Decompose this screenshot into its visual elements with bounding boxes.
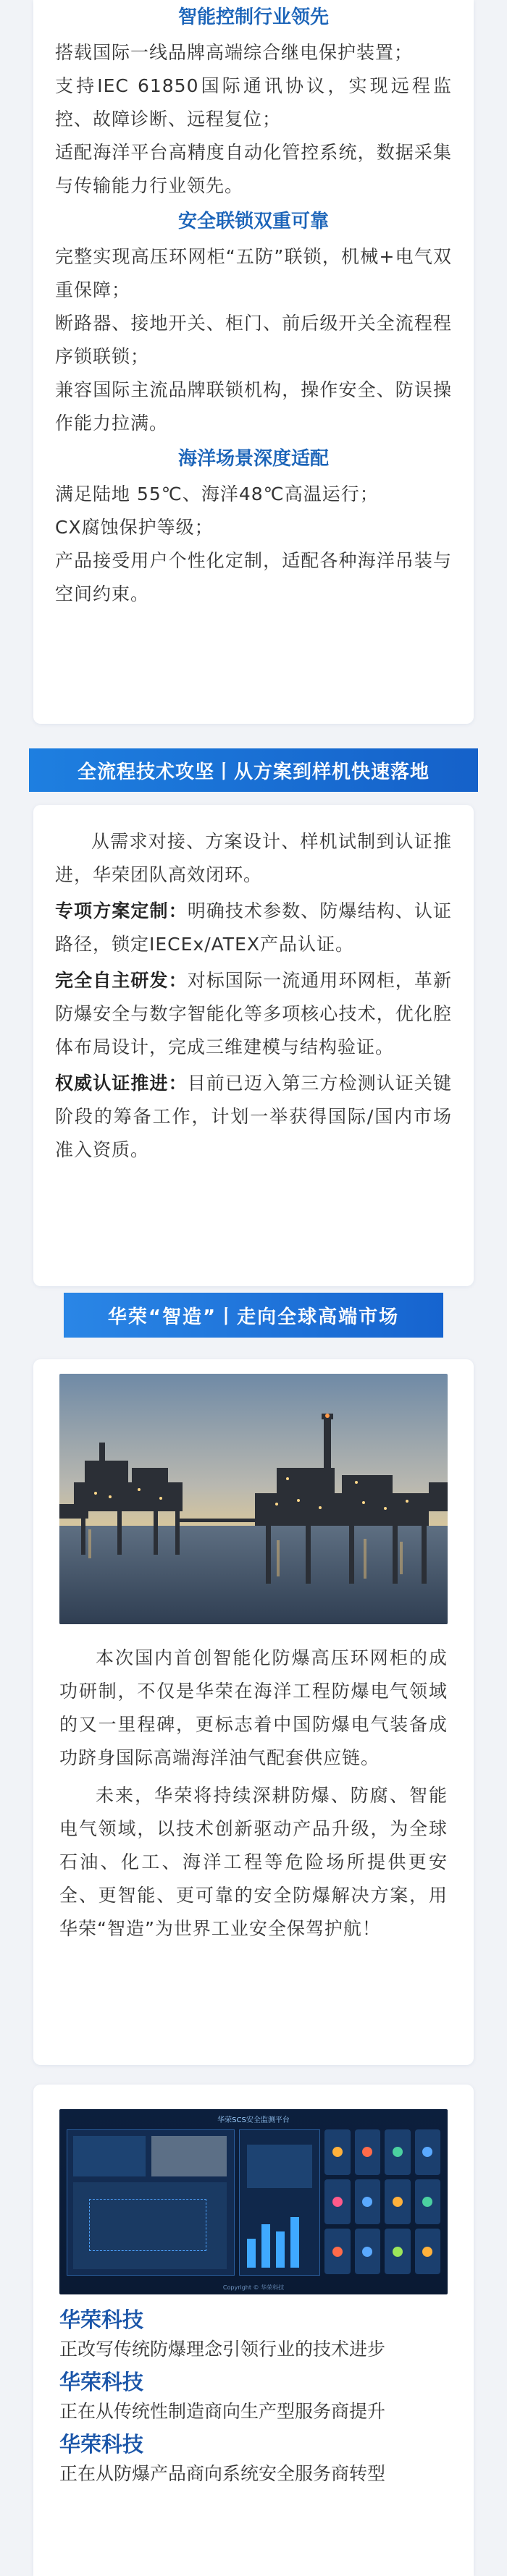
dashboard-title: 华荣SCS安全监测平台 [217, 2116, 290, 2124]
company-slogan: 正改写传统防爆理念引领行业的技术进步 [59, 2339, 386, 2360]
process-item-text: 目前已迈入第三方检测认证关键阶段的筹备工作，计划一举获得国际/国内市场准入资质。 [55, 1073, 452, 1160]
process-item-text: 明确技术参数、防爆结构、认证路径，锁定IECEx/ATEX产品认证。 [55, 900, 452, 955]
feature-text: 满足陆地 55℃、海洋48℃高温运行； [55, 483, 379, 504]
feature-text: 搭载国际一线品牌高端综合继电保护装置； [55, 42, 414, 63]
company-name: 华荣科技 [59, 2307, 144, 2332]
company-name: 华荣科技 [59, 2370, 144, 2394]
process-item-label: 专项方案定制： [55, 900, 188, 921]
company-slogan: 正在从防爆产品商向系统安全服务商转型 [59, 2463, 386, 2484]
dashboard-footer: Copyright © 华荣科技 [222, 2284, 285, 2291]
section-banner-process: 全流程技术攻坚丨从方案到样机快速落地 [29, 748, 478, 792]
feature-text: CX腐蚀保护等级； [55, 517, 214, 538]
heading-marine-adaptation: 海洋场景深度适配 [177, 448, 329, 470]
feature-text: 完整实现高压环网柜“五防”联锁，机械+电气双重保障； [55, 246, 452, 300]
dashboard-chart-panel [239, 2129, 320, 2276]
future-paragraph: 未来，华荣将持续深耕防爆、防腐、智能电气领域，以技术创新驱动产品升级，为全球石油、化工、海洋工程等危险场所提供更安全、更智能、更可靠的安全防爆解决方案，用华荣“智造”为世界工业安全保驾护航！ [59, 1785, 448, 1939]
dashboard-icon-grid [324, 2129, 440, 2274]
feature-text: 产品接受用户个性化定制，适配各种海洋吊装与空间约束。 [55, 550, 452, 604]
section-banner-global: 华荣“智造”丨走向全球高端市场 [64, 1293, 443, 1338]
feature-text: 支持IEC 61850国际通讯协议，实现远程监控、故障诊断、远程复位； [55, 75, 452, 130]
heading-intelligent-control: 智能控制行业领先 [177, 7, 329, 28]
company-name: 华荣科技 [59, 2432, 144, 2457]
feature-text: 适配海洋平台高精度自动化管控系统，数据采集与传输能力行业领先。 [55, 142, 452, 196]
process-item [55, 964, 452, 1064]
process-item-text: 对标国际一流通用环网柜，革新防爆安全与数字智能化等多项核心技术，优化腔体布局设计，完成三维建模与结构验证。 [55, 970, 452, 1057]
process-item [55, 895, 452, 961]
process-intro: 从需求对接、方案设计、样机试制到认证推进，华荣团队高效闭环。 [55, 831, 452, 885]
process-card [33, 805, 474, 1286]
process-item [55, 1067, 452, 1167]
closing-card [33, 2085, 474, 2576]
offshore-platform-photo [59, 1374, 448, 1624]
global-market-card [33, 1359, 474, 2065]
dashboard-map-panel [67, 2129, 235, 2276]
heading-safety-interlock: 安全联锁双重可靠 [177, 211, 329, 232]
feature-text: 兼容国际主流品牌联锁机构，操作安全、防误操作能力拉满。 [55, 379, 452, 434]
dashboard-screenshot [59, 2109, 448, 2294]
process-item-label: 完全自主研发： [55, 970, 188, 991]
summary-paragraph: 本次国内首创智能化防爆高压环网柜的成功研制，不仅是华荣在海洋工程防爆电气领域的又一里程碑，更标志着中国防爆电气装备成功跻身国际高端海洋油气配套供应链。 [59, 1647, 448, 1768]
process-item-label: 权威认证推进： [55, 1073, 188, 1094]
feature-text: 断路器、接地开关、柜门、前后级开关全流程程序锁联锁； [55, 313, 452, 367]
company-slogan: 正在从传统性制造商向生产型服务商提升 [59, 2401, 386, 2422]
features-card [33, 0, 474, 724]
